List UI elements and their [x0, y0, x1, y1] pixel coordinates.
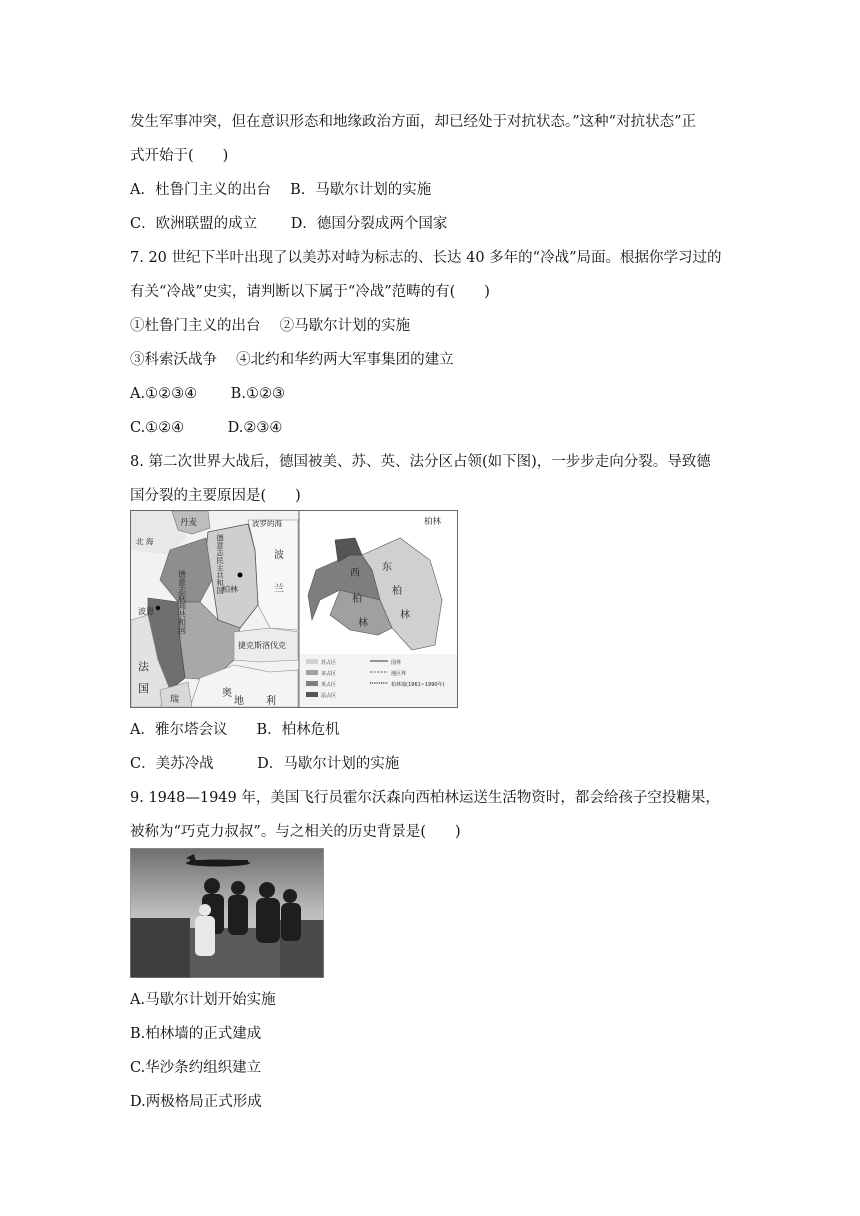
- q7-item-34: ③科索沃战争 ④北约和华约两大军事集团的建立: [130, 352, 454, 368]
- map-label-gdr: 德意志民主共和国: [215, 534, 225, 594]
- q9-stem-line-2: 被称为“巧克力叔叔”。与之相关的历史背景是( ): [130, 824, 461, 840]
- q9-stem-line-1: 9. 1948—1949 年，美国飞行员霍尔沃森向西柏林运送生活物资时，都会给孩子空投糖果，: [130, 790, 720, 806]
- map-label-poland-2: 兰: [274, 584, 284, 595]
- legend-french: 法占区: [321, 693, 337, 699]
- q8-stem-line-2: 国分裂的主要原因是( ): [130, 488, 301, 504]
- west-berlin-label-3: 林: [358, 618, 368, 629]
- map-label-north-sea: 北 海: [136, 537, 154, 546]
- q7-stem-line-1: 7. 20 世纪下半叶出现了以美苏对峙为标志的、长达 40 多年的“冷战”局面。根据你学习过的: [130, 250, 722, 266]
- q9-option-b: B.柏林墙的正式建成: [130, 1026, 262, 1042]
- map-label-swiss: 瑞: [170, 695, 180, 705]
- germany-occupation-map: [130, 510, 458, 708]
- legend-soviet: 苏占区: [321, 660, 337, 666]
- map-label-denmark: 丹麦: [180, 518, 198, 528]
- map-label-poland-1: 波: [274, 550, 284, 561]
- q8-options-cd: C．美苏冷战 D．马歇尔计划的实施: [130, 756, 400, 772]
- q9-option-d: D.两极格局正式形成: [130, 1094, 262, 1110]
- legend-region-border: 地区界: [391, 671, 407, 677]
- west-berlin-label-1: 西: [350, 568, 360, 579]
- q7-item-12: ①杜鲁门主义的出台 ②马歇尔计划的实施: [130, 318, 411, 334]
- legend-british: 英占区: [321, 682, 337, 688]
- q6-stem-line-2: 式开始于( ): [130, 148, 229, 164]
- map-label-austria-1: 奥: [222, 688, 232, 699]
- q7-options-ab: A.①②③④ B.①②③: [130, 386, 285, 402]
- q6-options-ab: A．杜鲁门主义的出台 B．马歇尔计划的实施: [130, 182, 432, 198]
- legend-american: 美占区: [321, 671, 337, 677]
- map-label-baltic: 波罗的海: [252, 519, 282, 528]
- map-label-berlin: 柏林: [222, 585, 238, 594]
- legend-berlin-wall: 柏林墙(1961~1990年): [391, 682, 445, 688]
- west-berlin-label-2: 柏: [352, 594, 362, 605]
- q7-stem-line-2: 有关“冷战”史实，请判断以下属于“冷战”范畴的有( ): [130, 284, 490, 300]
- q9-option-a: A.马歇尔计划开始实施: [130, 992, 276, 1008]
- map-label-czech: 捷克斯洛伐克: [238, 641, 286, 650]
- airlift-photo: [130, 848, 324, 978]
- q7-options-cd: C.①②④ D.②③④: [130, 420, 283, 436]
- east-berlin-label-3: 林: [400, 610, 410, 621]
- map-label-france-1: 法: [138, 660, 149, 673]
- map-label-austria-2: 地: [234, 696, 244, 707]
- east-berlin-label-2: 柏: [392, 586, 402, 597]
- map-label-frg: 德意志联邦共和国: [177, 570, 187, 634]
- map-label-france-2: 国: [138, 682, 149, 695]
- berlin-panel-title: 柏林: [424, 517, 442, 527]
- map-label-bonn: 波恩: [138, 607, 154, 616]
- q9-option-c: C.华沙条约组织建立: [130, 1060, 262, 1076]
- q6-options-cd: C．欧洲联盟的成立 D．德国分裂成两个国家: [130, 216, 448, 232]
- q6-stem-line-1: 发生军事冲突，但在意识形态和地缘政治方面，却已经处于对抗状态。”这种“对抗状态”正: [130, 114, 696, 130]
- legend-border: 国界: [391, 660, 402, 666]
- q8-options-ab: A．雅尔塔会议 B．柏林危机: [130, 722, 340, 738]
- map-label-austria-3: 利: [266, 696, 276, 707]
- q8-stem-line-1: 8. 第二次世界大战后，德国被美、苏、英、法分区占领(如下图)，一步步走向分裂。导致德: [130, 454, 711, 470]
- east-berlin-label-1: 东: [382, 562, 392, 573]
